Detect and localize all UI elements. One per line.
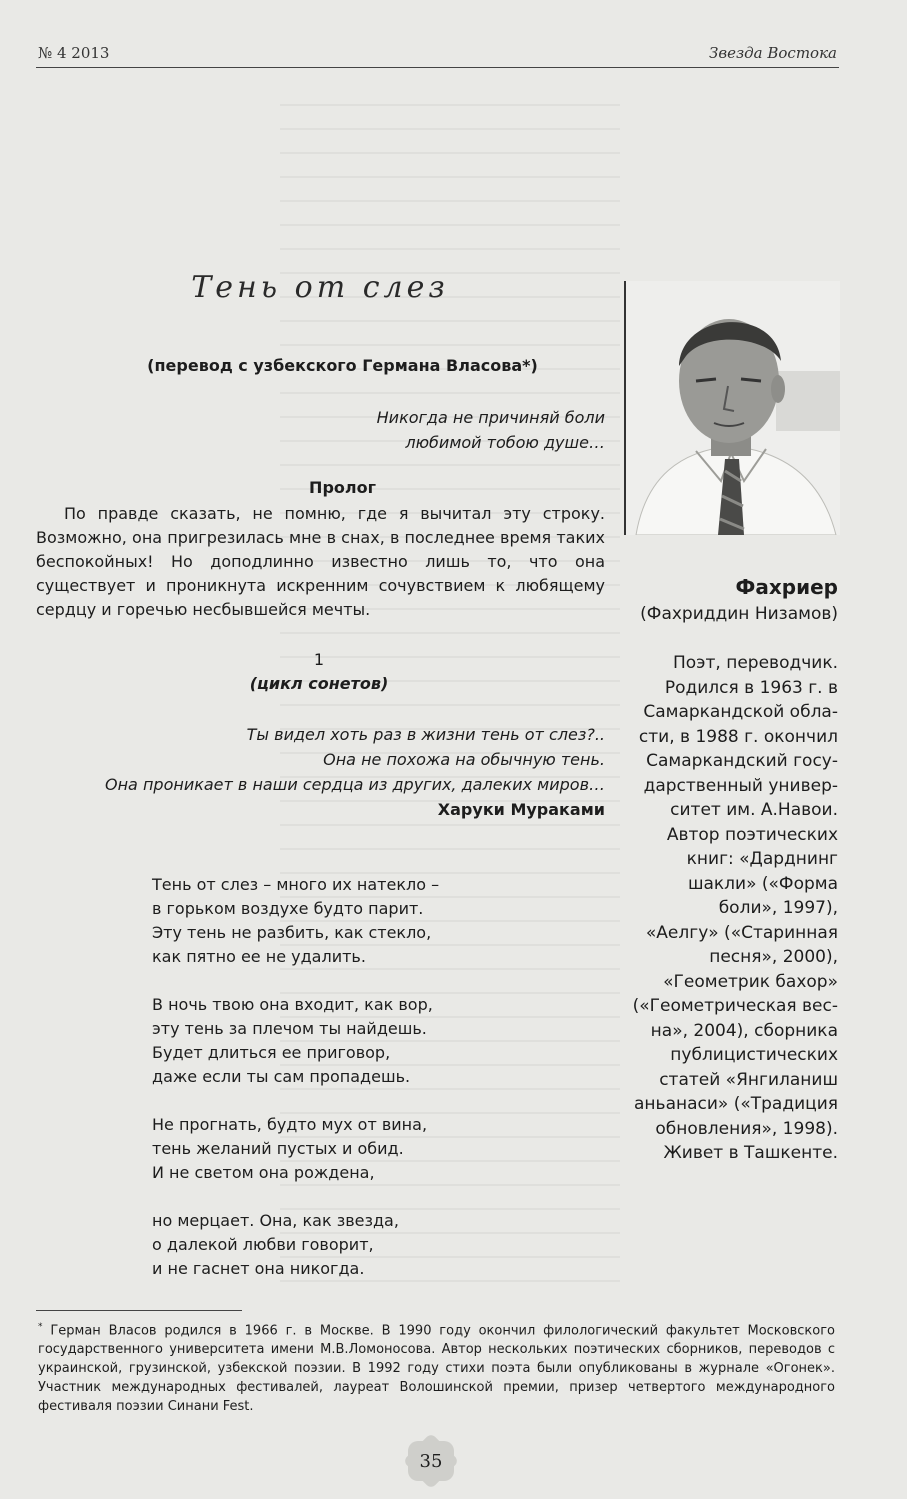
murakami-epigraph xyxy=(105,722,605,797)
bio-line: дарственный универ- xyxy=(643,775,838,796)
poem-line: тень желаний пустых и обид. xyxy=(152,1139,404,1158)
poem-line: Не прогнать, будто мух от вина, xyxy=(152,1115,428,1134)
poem-line: В ночь твою она входит, как вор, xyxy=(152,995,433,1014)
bio-line: книг: «Дарднинг xyxy=(686,849,838,869)
bio-line: аньанаси» («Традиция xyxy=(634,1094,838,1114)
poem-line: Будет длиться ее приговор, xyxy=(152,1043,391,1062)
bio-line: обновления», 1998). xyxy=(655,1118,838,1139)
poem-line: даже если ты сам пропадешь. xyxy=(152,1067,411,1086)
prolog-heading: Пролог xyxy=(309,478,376,497)
bio-line: боли», 1997), xyxy=(718,898,838,918)
poem-line: как пятно ее не удалить. xyxy=(152,947,366,966)
poem-line: и не гаснет она никогда. xyxy=(152,1259,365,1278)
bio-line: сти, в 1988 г. окончил xyxy=(638,726,838,747)
stanza xyxy=(152,993,439,1089)
bio-line: («Геометрическая вес- xyxy=(632,996,838,1016)
epigraph-line: любимой тобою душе… xyxy=(405,433,605,452)
header-divider xyxy=(36,67,839,68)
epigraph-line: Никогда не причиняй боли xyxy=(376,408,605,427)
epigraph-line: Ты видел хоть раз в жизни тень от слез?.. xyxy=(246,725,605,744)
author-bio xyxy=(618,651,838,1166)
prolog-text: По правде сказать, не помню, где я вычитал эту строку. Возможно, она пригрезилась мне в снах, в последнее время таких беспокойных! Но доподлинно известно лишь то, что она существует и проникнута искренним сочувствием к любящему сердцу и горечью несбывшейся мечты. xyxy=(36,504,605,619)
page-number: 35 xyxy=(408,1441,454,1481)
sonnet xyxy=(152,873,439,1305)
poem-line: но мерцает. Она, как звезда, xyxy=(152,1211,399,1230)
bio-line: «Геометрик бахор» xyxy=(663,971,838,992)
footnote xyxy=(38,1318,835,1416)
portrait-illustration xyxy=(626,281,840,535)
bio-line: Автор поэтических xyxy=(666,824,838,845)
bio-line: статей «Янгиланиш xyxy=(659,1069,838,1090)
poem-line: в горьком воздухе будто парит. xyxy=(152,899,424,918)
poem-line: Тень от слез – много их натекло – xyxy=(152,875,440,894)
bio-line: Родился в 1963 г. в xyxy=(664,677,838,698)
bio-line: ситет им. А.Навои. xyxy=(670,800,838,820)
author-name: Фахриер xyxy=(735,575,838,599)
bio-line: Живет в Ташкенте. xyxy=(663,1143,838,1163)
author-real-name: (Фахриддин Низамов) xyxy=(640,604,838,624)
epigraph-author: Харуки Мураками xyxy=(437,800,605,819)
poem-line: И не светом она рождена, xyxy=(152,1163,375,1182)
cycle-number: 1 xyxy=(313,650,325,669)
poem-line: о далекой любви говорит, xyxy=(152,1235,374,1254)
author-photo xyxy=(624,281,840,535)
poem-line: эту тень за плечом ты найдешь. xyxy=(152,1019,427,1038)
bio-line: «Аелгу» («Старинная xyxy=(645,922,838,943)
epigraph-line: Она проникает в наши сердца из других, далеких миров… xyxy=(105,775,605,794)
poem-title: Тень от слез xyxy=(191,270,449,305)
footnote-text: Герман Власов родился в 1966 г. в Москве. В 1990 году окончил филологический факультет Московского государственного университета имени М.В.Ломоносова. Автор нескольких поэтических сборников, переводов с украинской, грузинской, узбекской поэзии. В 1992 году стихи поэта были опубликованы в журнале «Огонек». Участник международных фестивалей, лауреат Волошинской премии, призер четвертого международного фестиваля поэзии Синани Fest. xyxy=(38,1323,835,1415)
cycle-label: (цикл сонетов) xyxy=(249,674,389,693)
poem-line: Эту тень не разбить, как стекло, xyxy=(152,923,432,942)
journal-title: Звезда Востока xyxy=(709,44,837,62)
footnote-divider xyxy=(36,1310,242,1311)
epigraph xyxy=(377,405,605,455)
bio-line: Самаркандской обла- xyxy=(643,702,838,722)
footnote-mark: * xyxy=(38,1322,43,1332)
epigraph-line: Она не похожа на обычную тень. xyxy=(323,750,605,769)
bio-line: Самаркандский госу- xyxy=(646,751,838,771)
bio-line: песня», 2000), xyxy=(709,947,838,967)
translation-note: (перевод с узбекского Германа Власова*) xyxy=(147,356,538,375)
bio-line: Поэт, переводчик. xyxy=(673,653,838,673)
bio-line: шакли» («Форма xyxy=(687,873,838,894)
stanza xyxy=(152,1209,439,1281)
stanza xyxy=(152,873,439,969)
issue-number: № 4 2013 xyxy=(38,44,110,62)
bio-line: публицистических xyxy=(670,1045,838,1065)
bio-line: на», 2004), сборника xyxy=(650,1020,838,1041)
stanza xyxy=(152,1113,439,1185)
